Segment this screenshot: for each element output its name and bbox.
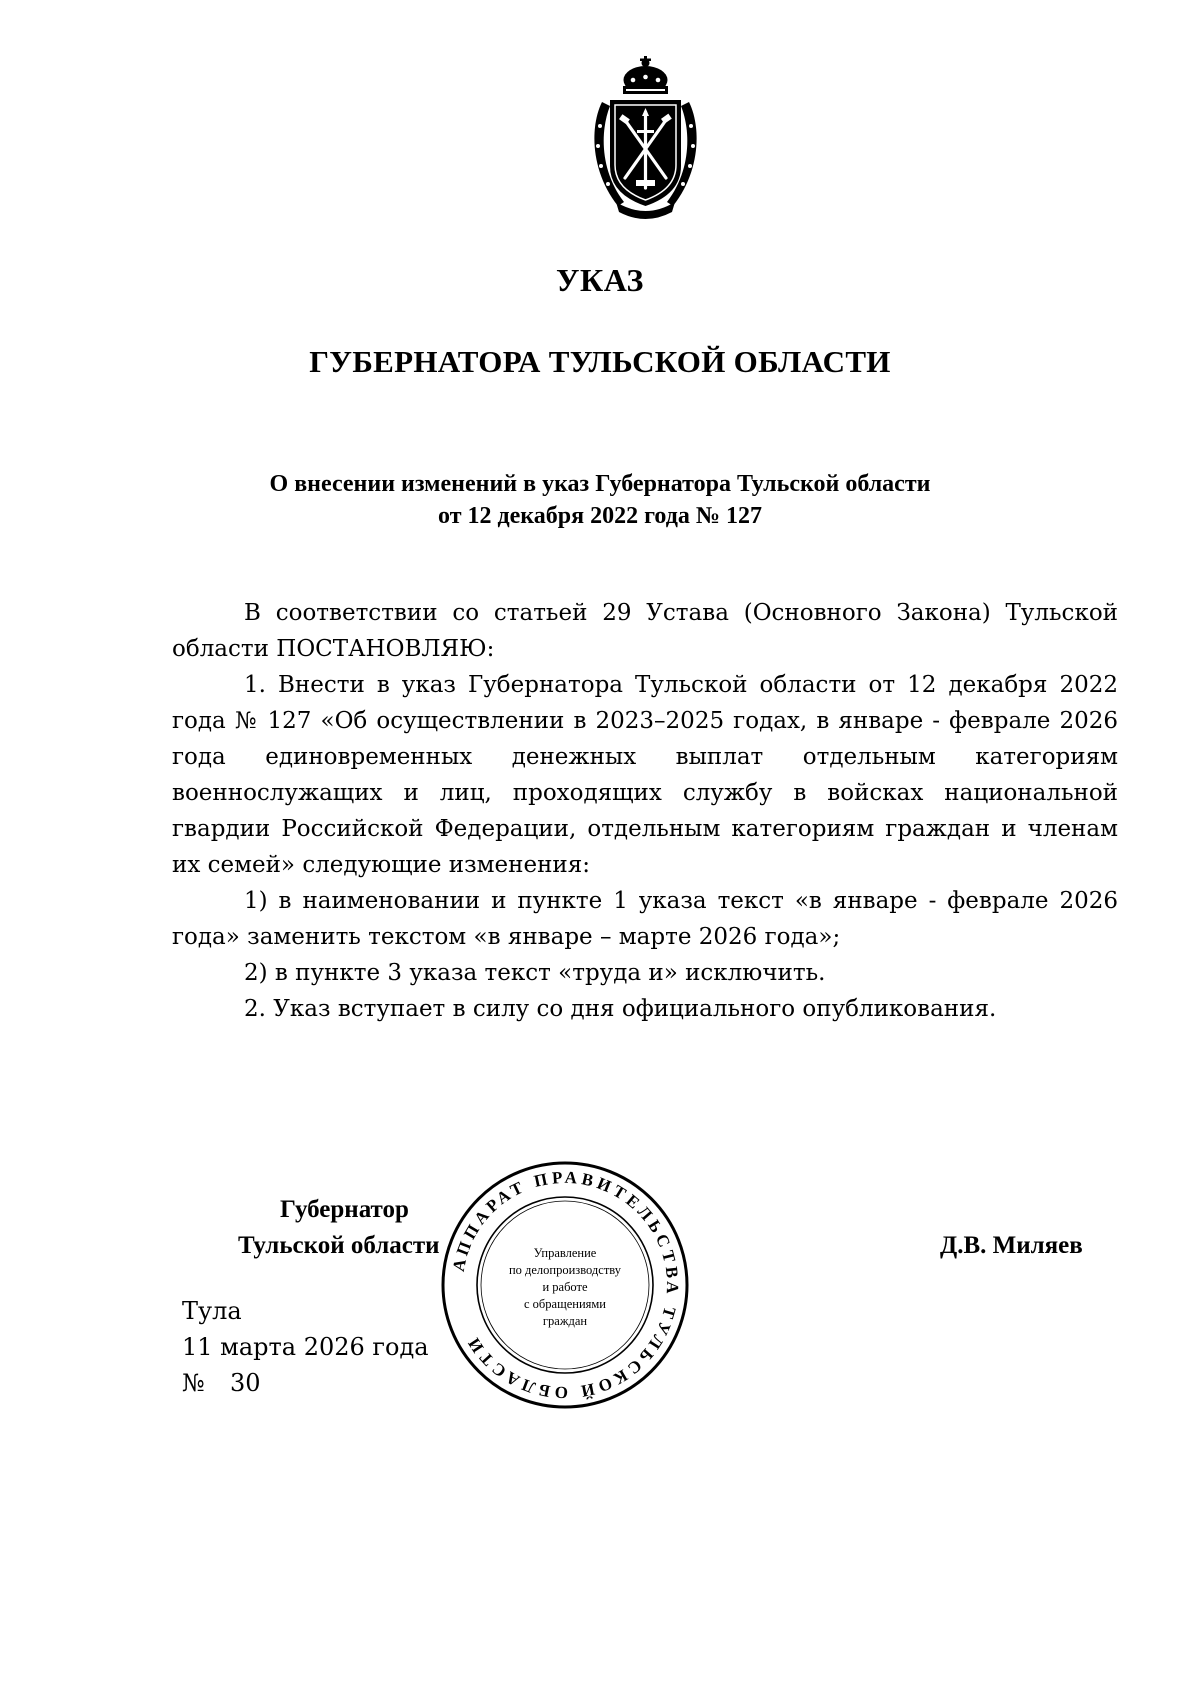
stamp-inner-line: Управление [533, 1246, 597, 1260]
subclause-2-paragraph: 2) в пункте 3 указа текст «труда и» исключить. [244, 960, 826, 986]
stamp-inner-line: по делопроизводству [508, 1263, 622, 1277]
decree-body [172, 595, 1118, 1027]
stamp-inner-line: и работе [542, 1280, 588, 1294]
clause-1-paragraph: 1. Внести в указ Губернатора Тульской области от 12 декабря 2022 года № 127 «Об осуществлении в 2023–2025 годах, в январе - феврале 2026 года единовременных денежных выплат отдельным категориям военнослужащих и лиц, проходящих службу в войсках национальной гвардии Российской Федерации, отдельным категориям граждан и членам их семей» следующие изменения: [172, 672, 1118, 878]
stamp-inner-text [470, 1245, 660, 1330]
subject-line-1: О внесении изменений в указ Губернатора Тульской области [269, 471, 931, 497]
issue-number [182, 1369, 261, 1397]
issue-city: Тула [182, 1297, 242, 1325]
preamble-paragraph: В соответствии со статьей 29 Устава (Основного Закона) Тульской области ПОСТАНОВЛЯЮ: [172, 600, 1118, 662]
issue-date: 11 марта 2026 года [182, 1333, 429, 1361]
number-value: 30 [230, 1369, 261, 1397]
issuer-heading: ГУБЕРНАТОРА ТУЛЬСКОЙ ОБЛАСТИ [309, 344, 891, 379]
coat-of-arms-icon [588, 56, 703, 220]
signer-title-line-2: Тульской области [238, 1232, 440, 1259]
subject-line-2: от 12 декабря 2022 года № 127 [438, 503, 762, 529]
stamp-ring-text: АППАРАТ ПРАВИТЕЛЬСТВА ТУЛЬСКОЙ ОБЛАСТИ [448, 1167, 683, 1403]
subclause-1-paragraph: 1) в наименовании и пункте 1 указа текст «в январе - феврале 2026 года» заменить текстом «в январе – марте 2026 года»; [172, 888, 1118, 950]
number-sign: № [182, 1369, 205, 1397]
stamp-inner-line: граждан [542, 1314, 588, 1328]
stamp-inner-line: с обращениями [524, 1297, 606, 1311]
signer-title-line-1: Губернатор [280, 1196, 409, 1223]
clause-2-paragraph: 2. Указ вступает в силу со дня официального опубликования. [244, 996, 997, 1022]
signer-name: Д.В. Миляев [940, 1232, 1083, 1259]
document-type-heading: УКАЗ [556, 262, 644, 298]
